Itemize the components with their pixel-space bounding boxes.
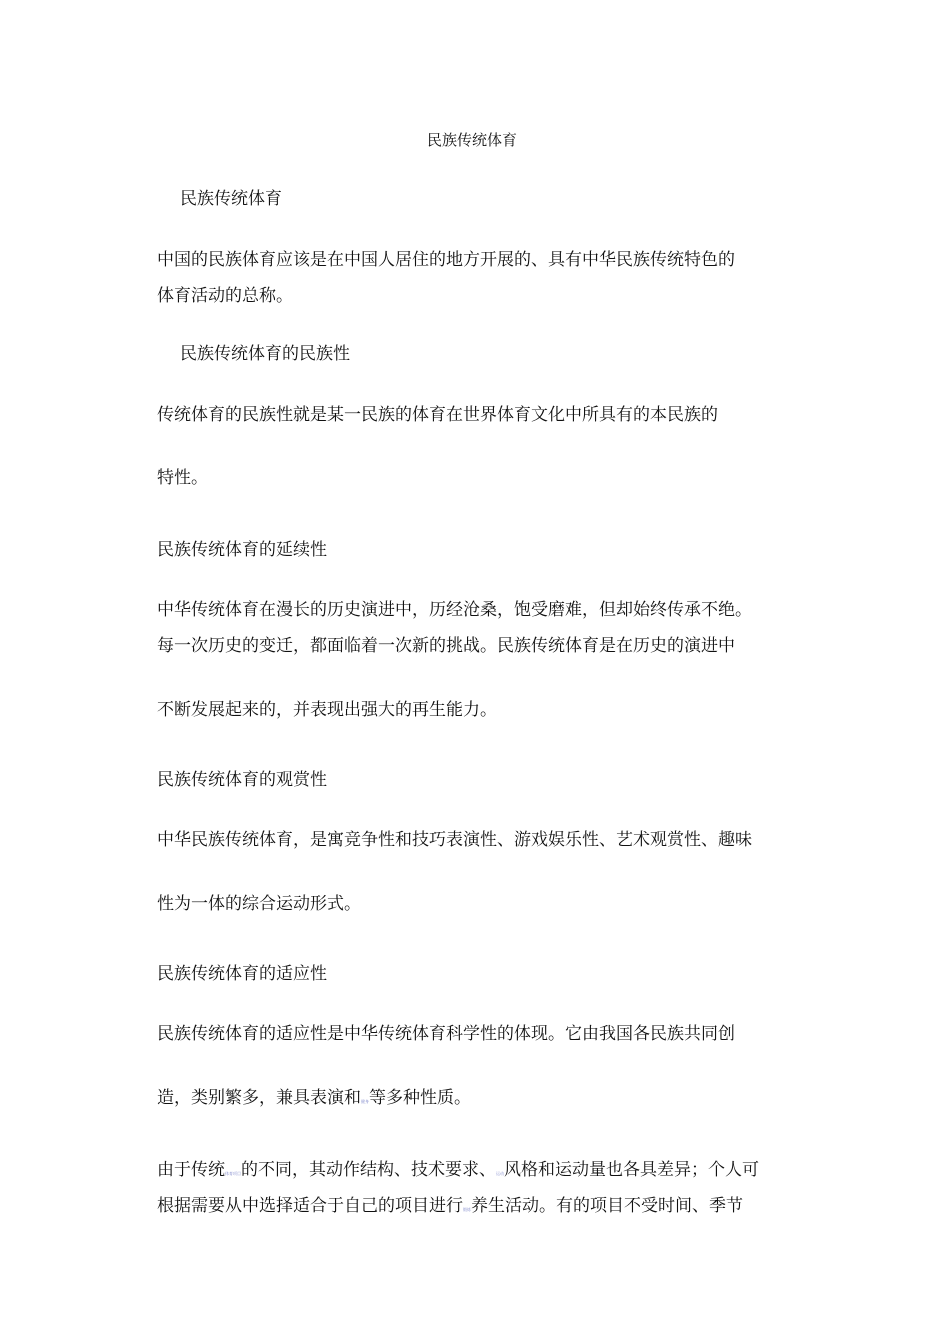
paragraph-2-line-2: 特性。: [157, 468, 208, 488]
hidden-tiny-text: 锻炼: [463, 1207, 471, 1212]
paragraph-4-line-1: 中华民族传统体育，是寓竞争性和技巧表演性、游戏娱乐性、艺术观赏性、趣味: [157, 830, 752, 850]
hidden-tiny-text: 健身: [361, 1099, 369, 1104]
paragraph-3-line-1: 中华传统体育在漫长的历史演进中，历经沧桑，饱受磨难，但却始终传承不绝。: [157, 600, 752, 620]
section-heading-4: 民族传统体育的观赏性: [157, 770, 327, 790]
section-heading-5: 民族传统体育的适应性: [157, 964, 327, 984]
paragraph-4-line-2: 性为一体的综合运动形式。: [157, 894, 361, 914]
paragraph-6-line-1-text-a: 由于传统: [157, 1160, 225, 1180]
document-title: 民族传统体育: [427, 131, 518, 149]
section-heading-1: 民族传统体育: [180, 189, 282, 209]
paragraph-5-line-2: [157, 1086, 471, 1114]
paragraph-1-line-2: 体育活动的总称。: [157, 286, 293, 306]
paragraph-6-line-1-text-b: 的不同，其动作结构、技术要求、: [241, 1160, 496, 1180]
paragraph-3-line-2: 每一次历史的变迁，都面临着一次新的挑战。民族传统体育是在历史的演进中: [157, 636, 735, 656]
paragraph-3-line-3: 不断发展起来的，并表现出强大的再生能力。: [157, 700, 497, 720]
paragraph-6-line-2-text-b: 养生活动。有的项目不受时间、季节: [471, 1196, 743, 1216]
section-heading-3: 民族传统体育的延续性: [157, 540, 327, 560]
paragraph-2-line-1: 传统体育的民族性就是某一民族的体育在世界体育文化中所具有的本民族的: [157, 405, 718, 425]
paragraph-6-line-2: [157, 1194, 743, 1222]
paragraph-6-line-1: [157, 1158, 759, 1186]
paragraph-6-line-1-text-c: 风格和运动量也各具差异；个人可: [504, 1160, 759, 1180]
paragraph-5-line-2-text-a: 造，类别繁多，兼具表演和: [157, 1088, 361, 1108]
paragraph-6-line-2-text-a: 根据需要从中选择适合于自己的项目进行: [157, 1196, 463, 1216]
hidden-tiny-text: 体育项目: [225, 1171, 241, 1176]
section-heading-2: 民族传统体育的民族性: [180, 344, 350, 364]
paragraph-5-line-1: 民族传统体育的适应性是中华传统体育科学性的体现。它由我国各民族共同创: [157, 1024, 735, 1044]
hidden-tiny-text: 运动: [496, 1171, 504, 1176]
paragraph-1-line-1: 中国的民族体育应该是在中国人居住的地方开展的、具有中华民族传统特色的: [157, 250, 735, 270]
paragraph-5-line-2-text-b: 等多种性质。: [369, 1088, 471, 1108]
